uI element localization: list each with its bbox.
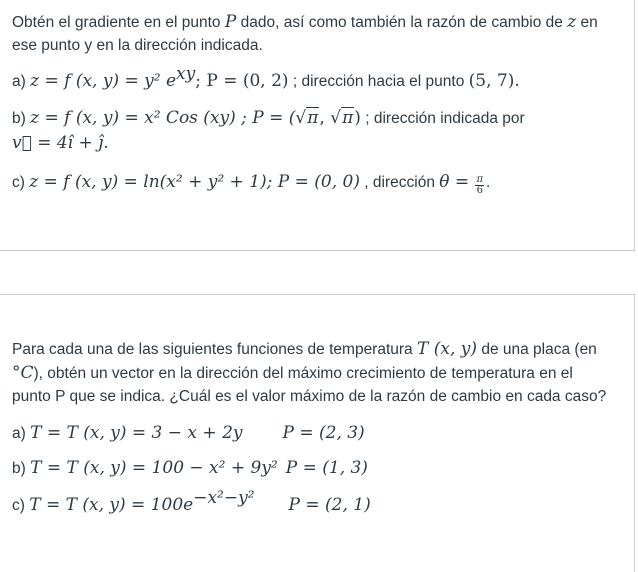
point-expression: ; P = (0, 2) <box>195 71 289 91</box>
sqrt-pi: π <box>342 108 354 128</box>
item-b-vector <box>12 133 109 154</box>
intro-text: ese punto y en la dirección indicada. <box>12 37 263 54</box>
item-label: a) <box>12 73 26 90</box>
intro-text: dado, así como también la razón de cambio de <box>240 14 563 31</box>
problem-card-temperature <box>0 294 635 572</box>
item-label: c) <box>12 174 25 191</box>
celsius-unit: °C <box>12 363 34 383</box>
direction-text: , dirección <box>364 174 435 191</box>
sqrt-pi: π <box>307 108 319 128</box>
comma: , <box>319 108 331 128</box>
problem2-intro-line1 <box>12 339 597 360</box>
intro-text: punto P que se indica. ¿Cuál es el valor máximo de la razón de cambio en cada caso? <box>12 388 607 405</box>
temperature-function: T (x, y) <box>417 339 478 359</box>
function-expression: z = f (x, y) = x² Cos (xy) ; P = ( <box>30 108 296 128</box>
problem2-intro-line3 <box>12 387 606 407</box>
item-a <box>12 423 365 444</box>
problem1-intro-line1 <box>12 12 598 33</box>
intro-text: Para cada una de las siguientes funciones de temperatura <box>12 341 413 358</box>
function-expression: T = T (x, y) = 3 − x + 2y <box>30 423 243 443</box>
point-symbol: P <box>224 12 237 32</box>
item-label: a) <box>12 425 26 442</box>
target-point: (5, 7). <box>468 71 520 91</box>
intro-text: de una placa (en <box>481 341 597 358</box>
point-expression: P = (2, 1) <box>288 495 371 515</box>
intro-text: ), obtén un vector en la dirección del máximo crecimiento de temperatura en el <box>33 365 573 382</box>
item-label: b) <box>12 110 26 127</box>
item-label: b) <box>12 460 26 477</box>
vector-expression: v⃗ = 4î + ĵ. <box>12 133 109 153</box>
function-expression: z = f (x, y) = y² e <box>30 71 177 91</box>
function-expression: T = T (x, y) = 100 − x² + 9y² <box>30 458 278 478</box>
item-b: b) z = f (x, y) = x² Cos (xy) ; P = (√π, √π) ; dirección indicada por <box>12 108 525 128</box>
item-a <box>12 64 520 92</box>
pi-over-six-fraction <box>475 175 484 196</box>
function-expression: z = f (x, y) = ln(x² + y² + 1); P = (0, 0) <box>29 172 360 192</box>
period: . <box>486 174 491 191</box>
z-symbol: z <box>567 12 577 32</box>
problem-card-gradient <box>0 0 635 251</box>
close-paren: ) <box>354 108 361 128</box>
intro-text: en <box>580 14 598 31</box>
item-b <box>12 458 368 479</box>
item-c <box>12 172 490 196</box>
problem1-intro-line2 <box>12 36 263 56</box>
direction-text: ; dirección hacia el punto <box>292 73 465 90</box>
point-expression: P = (1, 3) <box>285 458 368 478</box>
fraction-numerator: π <box>476 174 484 185</box>
item-c <box>12 488 371 516</box>
exponent: xy <box>176 64 196 84</box>
exponent: −x²−y² <box>193 488 255 508</box>
item-label: c) <box>12 497 25 514</box>
problem2-intro-line2 <box>12 363 573 384</box>
function-expression: T = T (x, y) = 100e <box>29 495 194 515</box>
theta-expression: θ = <box>439 172 470 192</box>
intro-text: Obtén el gradiente en el punto <box>12 14 221 31</box>
direction-text: ; dirección indicada por <box>365 110 525 127</box>
point-expression: P = (2, 3) <box>282 423 365 443</box>
fraction-denominator: 6 <box>476 185 483 196</box>
